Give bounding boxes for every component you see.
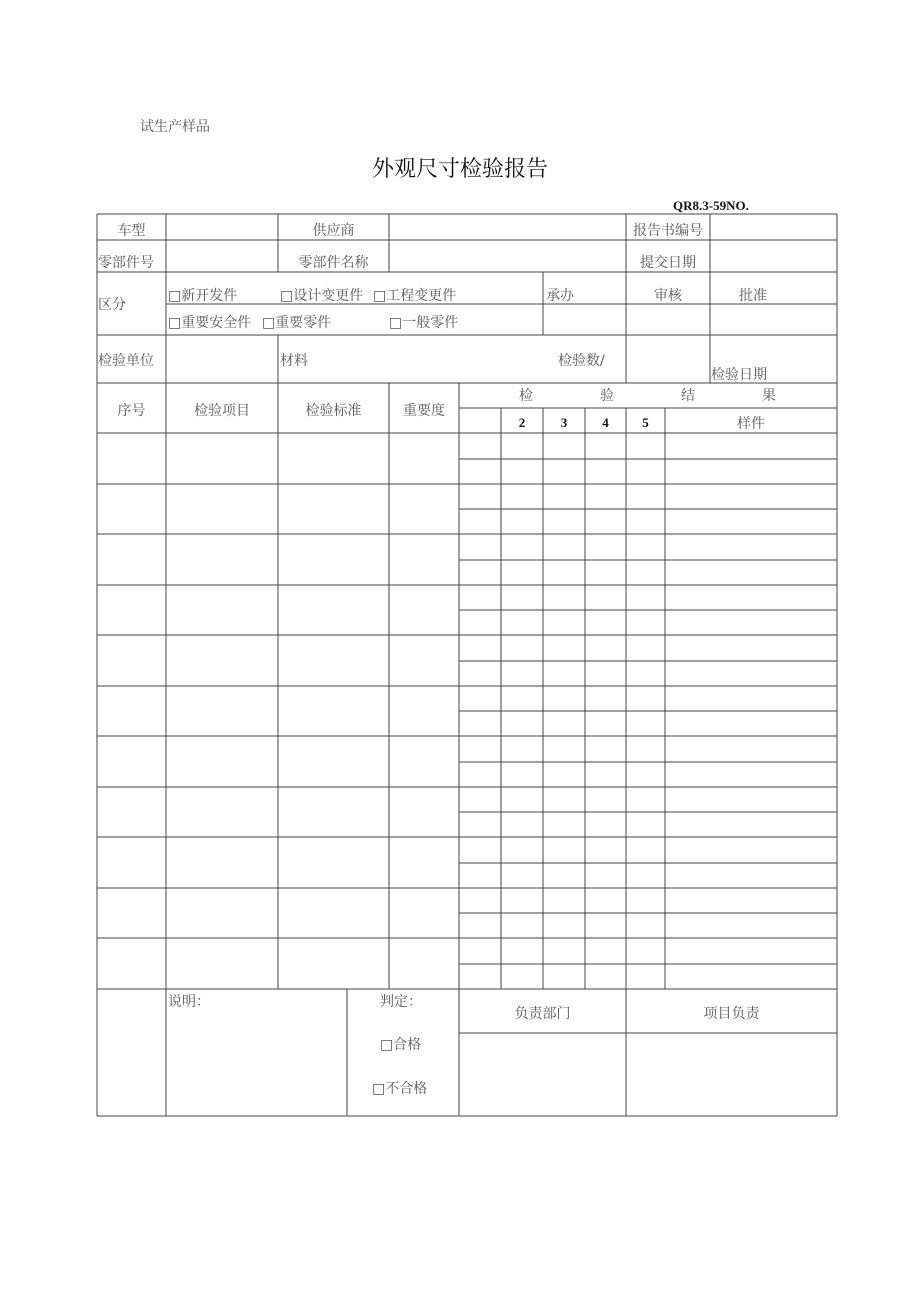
supplier-label: 供应商 <box>312 223 355 239</box>
important-part-checkbox[interactable]: □重要零件 <box>262 315 332 331</box>
judge-label: 判定： <box>380 994 422 1010</box>
sample-number: 3 <box>560 415 568 430</box>
pass-checkbox[interactable]: □合格 <box>380 1037 422 1053</box>
inspect-count-label: 检验数/ <box>558 353 605 369</box>
process-change-checkbox[interactable]: □工程变更件 <box>373 288 457 304</box>
inspect-unit-label: 检验单位 <box>98 353 154 369</box>
review-label: 审核 <box>654 288 682 304</box>
handler-label: 承办 <box>546 288 574 304</box>
sample-tag: 试生产样品 <box>140 119 210 135</box>
result-header-char: 结 <box>681 388 695 404</box>
sample-number: 2 <box>518 415 526 430</box>
category-label: 区分 <box>98 297 126 313</box>
material-label: 材料 <box>280 353 308 369</box>
col-sample-header: 样件 <box>737 416 765 432</box>
new-part-checkbox[interactable]: □新开发件 <box>168 288 238 304</box>
project-lead-label: 项目负责 <box>703 1006 760 1022</box>
result-header-char: 果 <box>762 388 776 404</box>
submit-date-label: 提交日期 <box>640 255 696 271</box>
note-label: 说明： <box>168 994 210 1010</box>
report-no-label: 报告书编号 <box>633 223 703 239</box>
result-header-char: 验 <box>600 388 614 404</box>
design-change-checkbox[interactable]: □设计变更件 <box>280 288 364 304</box>
document-number: QR8.3-59NO. <box>673 198 749 213</box>
safety-part-checkbox[interactable]: □重要安全件 <box>168 315 252 331</box>
col-seq-header: 序号 <box>117 403 146 419</box>
part-no-label: 零部件号 <box>98 255 154 271</box>
result-header-char: 检 <box>519 388 533 404</box>
col-standard-header: 检验标准 <box>305 403 362 419</box>
vehicle-label: 车型 <box>117 223 146 239</box>
sample-number: 5 <box>642 415 649 430</box>
dept-label: 负责部门 <box>514 1006 571 1022</box>
col-item-header: 检验项目 <box>194 403 250 419</box>
sample-number: 4 <box>602 415 609 430</box>
fail-checkbox[interactable]: □不合格 <box>372 1081 428 1097</box>
col-importance-header: 重要度 <box>403 403 445 419</box>
part-name-label: 零部件名称 <box>298 255 369 271</box>
approve-label: 批准 <box>739 288 767 304</box>
report-title: 外观尺寸检验报告 <box>371 157 548 182</box>
inspect-date-label: 检验日期 <box>711 367 767 383</box>
general-part-checkbox[interactable]: □一般零件 <box>389 315 459 331</box>
